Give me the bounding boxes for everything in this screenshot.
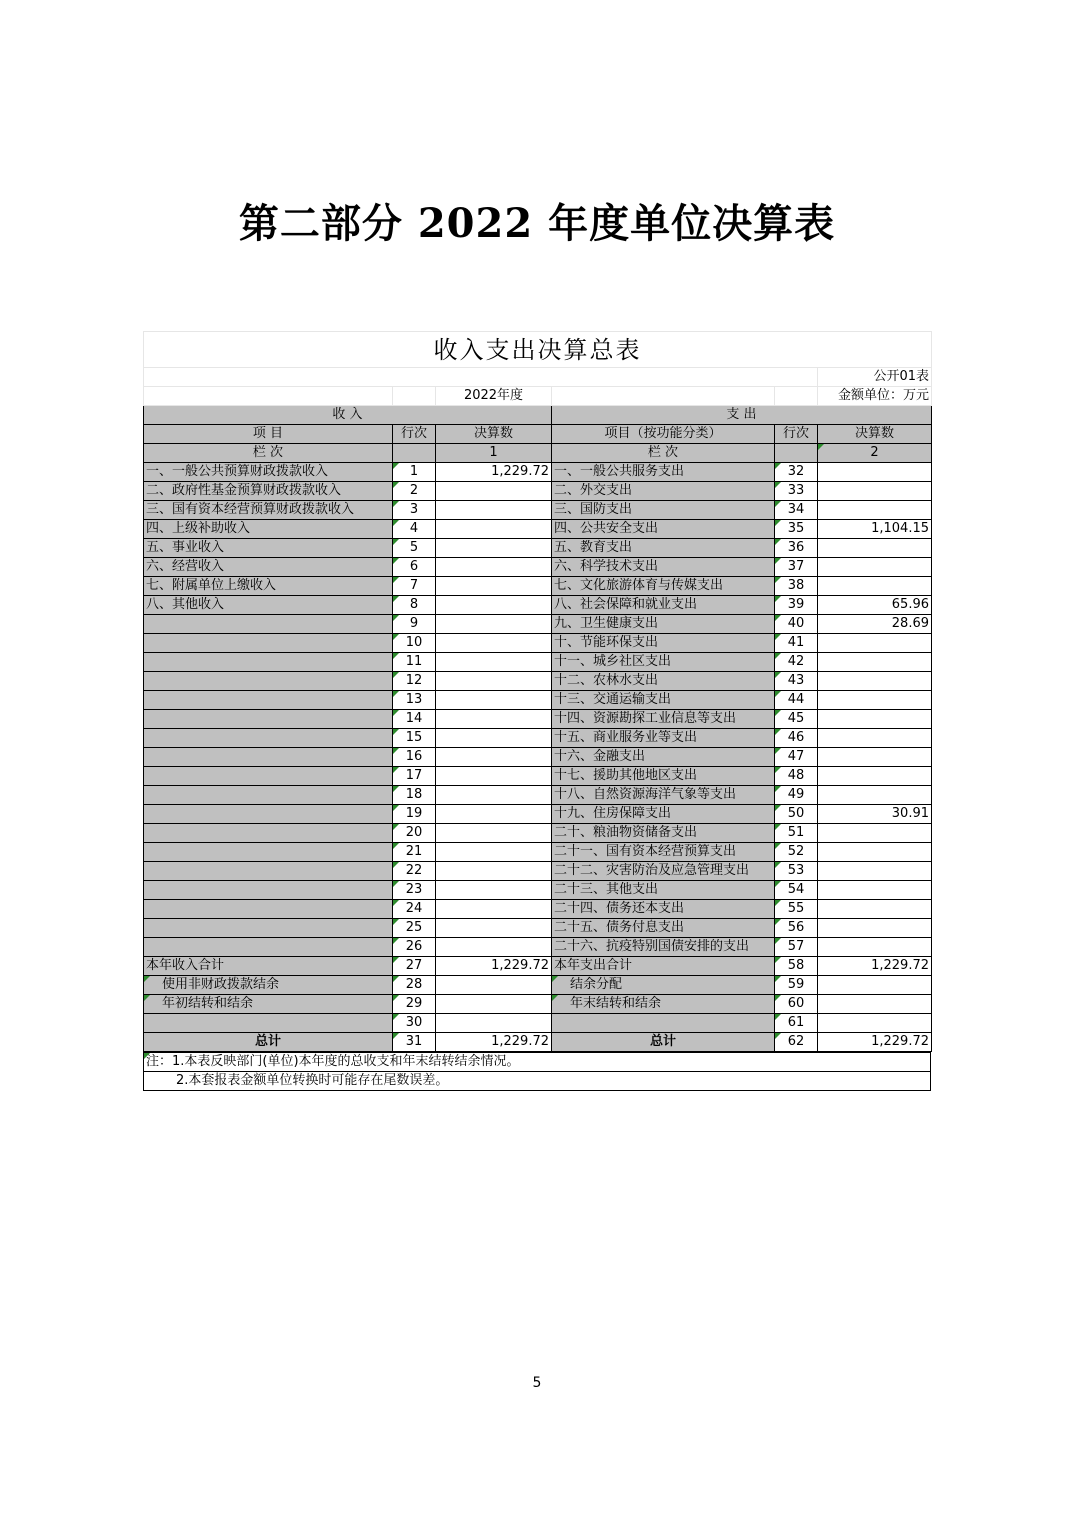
header-item-func: 项目（按功能分类） [552,425,775,444]
note-1: 注：1.本表反映部门(单位)本年度的总收支和年末结转结余情况。 [144,1053,931,1072]
header-item: 项 目 [144,425,393,444]
header-amount-expense: 决算数 [818,425,932,444]
income-item: 四、上级补助收入 [144,520,393,539]
income-rowno: 8 [393,596,436,615]
expense-item: 十四、资源勘探工业信息等支出 [552,710,775,729]
expense-rowno: 55 [775,900,818,919]
expense-rowno: 56 [775,919,818,938]
expense-amount [818,786,932,805]
table-row [144,539,932,558]
total-expense-item: 年末结转和结余 [552,995,775,1014]
expense-amount [818,482,932,501]
expense-rowno: 40 [775,615,818,634]
expense-rowno: 38 [775,577,818,596]
total-row [144,1033,932,1052]
income-rowno: 3 [393,501,436,520]
income-rowno: 26 [393,938,436,957]
expense-amount [818,634,932,653]
income-amount [436,577,552,596]
total-row [144,1014,932,1033]
income-rowno: 25 [393,919,436,938]
table-row [144,558,932,577]
note-2: 2.本套报表金额单位转换时可能存在尾数误差。 [144,1072,931,1091]
income-item [144,805,393,824]
expense-amount [818,862,932,881]
header-col-label: 栏 次 [144,444,393,463]
expense-item: 十七、援助其他地区支出 [552,767,775,786]
expense-item: 二十四、债务还本支出 [552,900,775,919]
income-item: 一、一般公共预算财政拨款收入 [144,463,393,482]
total-income-rowno: 27 [393,957,436,976]
table-row [144,501,932,520]
expense-amount [818,463,932,482]
total-income-rowno: 30 [393,1014,436,1033]
expense-amount [818,577,932,596]
income-amount [436,596,552,615]
income-rowno: 23 [393,881,436,900]
income-rowno: 2 [393,482,436,501]
expense-rowno: 52 [775,843,818,862]
expense-amount [818,843,932,862]
income-rowno: 5 [393,539,436,558]
income-item [144,634,393,653]
income-rowno: 20 [393,824,436,843]
expense-rowno: 34 [775,501,818,520]
table-grid [143,331,932,1052]
header-income: 收 入 [144,406,552,425]
amount-unit: 金额单位：万元 [818,387,932,406]
table-row [144,938,932,957]
expense-rowno: 46 [775,729,818,748]
header-col-label-expense: 栏 次 [552,444,775,463]
income-rowno: 4 [393,520,436,539]
table-row [144,919,932,938]
income-rowno: 15 [393,729,436,748]
income-item: 八、其他收入 [144,596,393,615]
total-income-amount [436,976,552,995]
table-row [144,862,932,881]
income-amount [436,672,552,691]
expense-item: 二十、粮油物资储备支出 [552,824,775,843]
expense-item: 十、节能环保支出 [552,634,775,653]
income-amount [436,805,552,824]
income-rowno: 1 [393,463,436,482]
report-year: 2022年度 [436,387,552,406]
income-item: 三、国有资本经营预算财政拨款收入 [144,501,393,520]
table-row [144,615,932,634]
total-income-rowno: 29 [393,995,436,1014]
income-amount [436,843,552,862]
income-amount [436,710,552,729]
income-rowno: 11 [393,653,436,672]
header-amount-income: 决算数 [436,425,552,444]
expense-rowno: 48 [775,767,818,786]
header-col-2: 2 [818,444,932,463]
expense-amount [818,938,932,957]
table-row [144,672,932,691]
header-expense: 支 出 [552,406,932,425]
expense-rowno: 49 [775,786,818,805]
expense-rowno: 42 [775,653,818,672]
total-expense-rowno: 59 [775,976,818,995]
income-rowno: 16 [393,748,436,767]
expense-amount: 28.69 [818,615,932,634]
total-income-item: 年初结转和结余 [144,995,393,1014]
expense-amount [818,881,932,900]
total-income-item [144,1014,393,1033]
expense-item: 六、科学技术支出 [552,558,775,577]
income-amount [436,615,552,634]
total-expense-amount: 1,229.72 [818,957,932,976]
income-rowno: 21 [393,843,436,862]
income-expense-summary-table [143,331,931,1091]
income-amount [436,729,552,748]
table-row [144,463,932,482]
table-row [144,634,932,653]
total-expense-amount [818,976,932,995]
total-expense-amount [818,1014,932,1033]
expense-amount [818,729,932,748]
document-title: 第二部分 2022 年度单位决算表 [238,200,836,247]
expense-rowno: 39 [775,596,818,615]
table-row [144,786,932,805]
form-code: 公开01表 [818,368,932,387]
header-col-1: 1 [436,444,552,463]
expense-item: 二十五、债务付息支出 [552,919,775,938]
expense-item: 十八、自然资源海洋气象等支出 [552,786,775,805]
expense-rowno: 44 [775,691,818,710]
income-rowno: 18 [393,786,436,805]
income-rowno: 6 [393,558,436,577]
sheet-title: 收入支出决算总表 [144,332,932,368]
total-income-amount [436,1014,552,1033]
income-amount [436,653,552,672]
header-rowno-income: 行次 [393,425,436,444]
expense-item: 八、社会保障和就业支出 [552,596,775,615]
income-amount [436,919,552,938]
income-item [144,843,393,862]
total-income-item: 使用非财政拨款结余 [144,976,393,995]
total-expense-rowno: 61 [775,1014,818,1033]
table-row [144,900,932,919]
header-rowno-expense: 行次 [775,425,818,444]
total-expense-rowno: 62 [775,1033,818,1052]
table-row [144,729,932,748]
table-row [144,881,932,900]
total-expense-item [552,1014,775,1033]
expense-rowno: 47 [775,748,818,767]
total-row [144,995,932,1014]
expense-item: 七、文化旅游体育与传媒支出 [552,577,775,596]
income-amount [436,482,552,501]
expense-rowno: 53 [775,862,818,881]
expense-amount [818,919,932,938]
expense-item: 五、教育支出 [552,539,775,558]
income-item [144,710,393,729]
expense-amount [818,691,932,710]
income-amount [436,862,552,881]
expense-amount [818,900,932,919]
income-item [144,919,393,938]
income-amount [436,520,552,539]
table-row [144,710,932,729]
expense-rowno: 50 [775,805,818,824]
expense-rowno: 54 [775,881,818,900]
income-item [144,824,393,843]
total-row [144,957,932,976]
table-row [144,805,932,824]
income-amount [436,900,552,919]
income-rowno: 13 [393,691,436,710]
income-amount [436,881,552,900]
income-rowno: 10 [393,634,436,653]
total-income-item: 本年收入合计 [144,957,393,976]
income-rowno: 9 [393,615,436,634]
expense-item: 一、一般公共服务支出 [552,463,775,482]
income-amount [436,938,552,957]
income-item [144,672,393,691]
income-item: 五、事业收入 [144,539,393,558]
income-item [144,900,393,919]
expense-item: 十五、商业服务业等支出 [552,729,775,748]
expense-rowno: 37 [775,558,818,577]
page-number: 5 [532,1375,542,1391]
table-row [144,767,932,786]
expense-item: 三、国防支出 [552,501,775,520]
table-row [144,843,932,862]
income-item: 七、附属单位上缴收入 [144,577,393,596]
table-row [144,691,932,710]
expense-item: 十九、住房保障支出 [552,805,775,824]
income-amount [436,539,552,558]
income-amount [436,786,552,805]
expense-amount [818,824,932,843]
table-row [144,824,932,843]
expense-rowno: 33 [775,482,818,501]
expense-rowno: 43 [775,672,818,691]
total-expense-rowno: 58 [775,957,818,976]
expense-item: 二、外交支出 [552,482,775,501]
expense-item: 二十一、国有资本经营预算支出 [552,843,775,862]
expense-amount [818,710,932,729]
expense-amount [818,767,932,786]
income-item [144,615,393,634]
total-expense-rowno: 60 [775,995,818,1014]
expense-item: 十六、金融支出 [552,748,775,767]
income-item [144,938,393,957]
total-income-rowno: 31 [393,1033,436,1052]
income-item [144,729,393,748]
total-income-amount: 1,229.72 [436,1033,552,1052]
expense-amount: 65.96 [818,596,932,615]
total-expense-item: 总计 [552,1033,775,1052]
income-rowno: 24 [393,900,436,919]
income-item [144,767,393,786]
expense-amount [818,501,932,520]
income-amount [436,691,552,710]
expense-item: 二十三、其他支出 [552,881,775,900]
income-item: 二、政府性基金预算财政拨款收入 [144,482,393,501]
income-rowno: 7 [393,577,436,596]
expense-rowno: 45 [775,710,818,729]
income-item [144,691,393,710]
income-amount [436,767,552,786]
expense-amount [818,653,932,672]
income-item [144,862,393,881]
income-item [144,653,393,672]
expense-item: 四、公共安全支出 [552,520,775,539]
total-income-rowno: 28 [393,976,436,995]
income-rowno: 17 [393,767,436,786]
expense-rowno: 41 [775,634,818,653]
expense-rowno: 35 [775,520,818,539]
notes-table [143,1052,931,1091]
table-row [144,596,932,615]
expense-rowno: 57 [775,938,818,957]
table-row [144,482,932,501]
expense-item: 十一、城乡社区支出 [552,653,775,672]
income-rowno: 22 [393,862,436,881]
income-item [144,881,393,900]
expense-item: 十二、农林水支出 [552,672,775,691]
expense-amount [818,672,932,691]
expense-item: 二十六、抗疫特别国债安排的支出 [552,938,775,957]
income-item: 六、经营收入 [144,558,393,577]
table-row [144,520,932,539]
expense-rowno: 32 [775,463,818,482]
table-row [144,577,932,596]
expense-amount: 30.91 [818,805,932,824]
income-rowno: 12 [393,672,436,691]
total-expense-amount [818,995,932,1014]
expense-item: 九、卫生健康支出 [552,615,775,634]
total-income-amount [436,995,552,1014]
expense-rowno: 51 [775,824,818,843]
income-item [144,748,393,767]
table-row [144,653,932,672]
income-rowno: 19 [393,805,436,824]
income-amount: 1,229.72 [436,463,552,482]
total-row [144,976,932,995]
income-amount [436,824,552,843]
expense-item: 二十二、灾害防治及应急管理支出 [552,862,775,881]
expense-amount [818,748,932,767]
expense-rowno: 36 [775,539,818,558]
total-income-amount: 1,229.72 [436,957,552,976]
income-rowno: 14 [393,710,436,729]
expense-amount [818,558,932,577]
total-expense-item: 本年支出合计 [552,957,775,976]
expense-amount [818,539,932,558]
total-income-item: 总计 [144,1033,393,1052]
income-amount [436,558,552,577]
expense-item: 十三、交通运输支出 [552,691,775,710]
income-item [144,786,393,805]
income-amount [436,501,552,520]
income-amount [436,748,552,767]
total-expense-item: 结余分配 [552,976,775,995]
expense-amount: 1,104.15 [818,520,932,539]
income-amount [436,634,552,653]
table-row [144,748,932,767]
total-expense-amount: 1,229.72 [818,1033,932,1052]
